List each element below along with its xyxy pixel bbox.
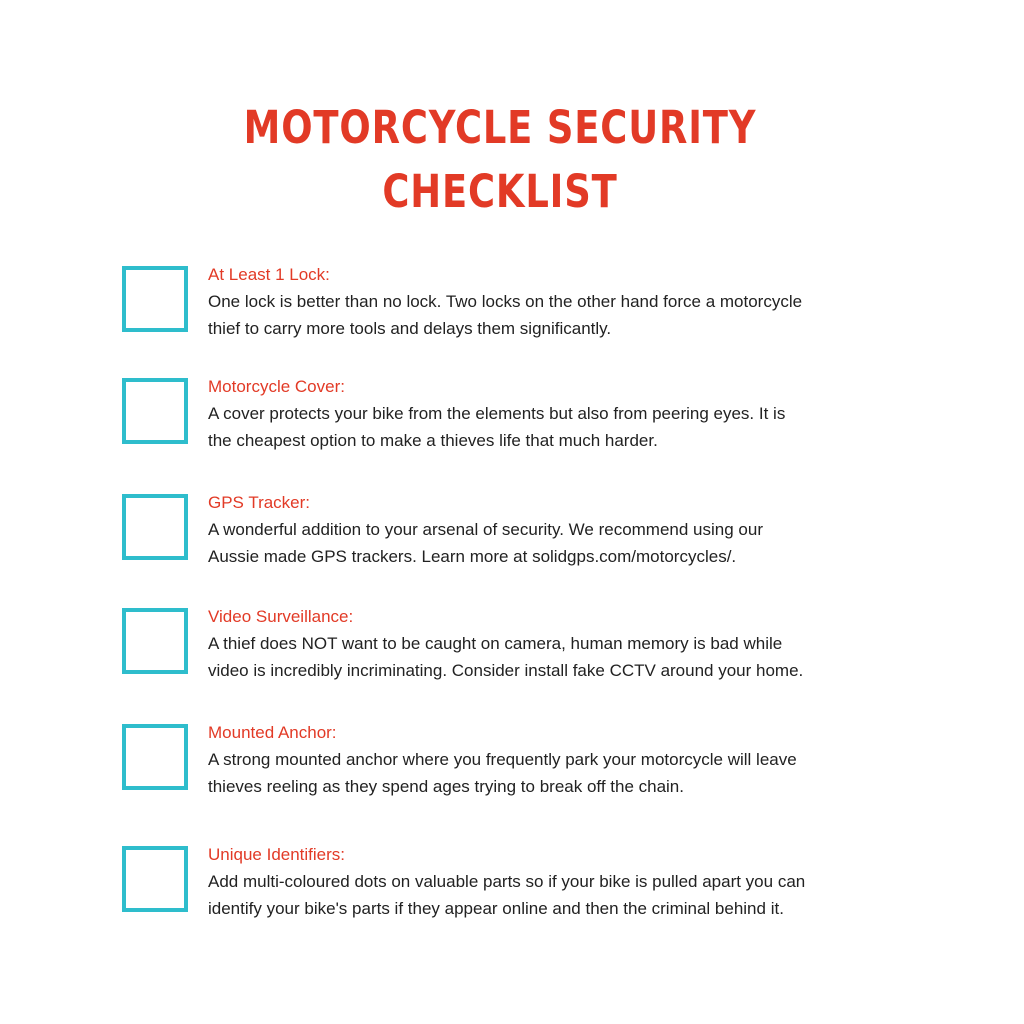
checklist-item-cover <box>122 378 922 468</box>
checklist-item-desc-line: Add multi-coloured dots on valuable parts so if your bike is pulled apart you can <box>208 872 806 891</box>
page-title-line-2: CHECKLIST <box>382 165 618 218</box>
checkbox[interactable] <box>122 378 188 444</box>
checklist-item-identifiers <box>122 846 922 936</box>
checklist-item-text <box>208 374 908 454</box>
checklist-item-desc-line: A thief does NOT want to be caught on camera, human memory is bad while <box>208 634 783 653</box>
checklist-item-desc-line: A strong mounted anchor where you frequently park your motorcycle will leave <box>208 750 797 769</box>
checkbox[interactable] <box>122 724 188 790</box>
checklist-item-text <box>208 604 908 684</box>
checklist-item-desc-line: thief to carry more tools and delays them significantly. <box>208 319 612 338</box>
checkbox[interactable] <box>122 846 188 912</box>
checklist-item-lock <box>122 266 922 356</box>
checkbox[interactable] <box>122 494 188 560</box>
checklist-item-text <box>208 490 908 570</box>
checklist-item-desc-line: video is incredibly incriminating. Consider install fake CCTV around your home. <box>208 661 804 680</box>
checklist-item-title: GPS Tracker: <box>208 493 311 512</box>
checklist-item-gps <box>122 494 922 584</box>
checklist-item-desc-line: thieves reeling as they spend ages trying to break off the chain. <box>208 777 684 796</box>
checkbox[interactable] <box>122 608 188 674</box>
checklist-item-title: Unique Identifiers: <box>208 845 346 864</box>
checklist-item-video <box>122 608 922 698</box>
page-title <box>90 96 910 224</box>
checklist-item-desc-line: the cheapest option to make a thieves life that much harder. <box>208 431 658 450</box>
checklist-item-title: At Least 1 Lock: <box>208 265 330 284</box>
page-title-line-1: MOTORCYCLE SECURITY <box>243 101 757 154</box>
checklist-item-title: Video Surveillance: <box>208 607 354 626</box>
checklist-item-title: Motorcycle Cover: <box>208 377 345 396</box>
checklist-item-desc-line: Aussie made GPS trackers. Learn more at solidgps.com/motorcycles/. <box>208 547 737 566</box>
checklist-item-title: Mounted Anchor: <box>208 723 337 742</box>
checkbox[interactable] <box>122 266 188 332</box>
checklist-item-text <box>208 720 908 800</box>
checklist-item-desc-line: identify your bike's parts if they appear online and then the criminal behind it. <box>208 899 784 918</box>
checklist-item-anchor <box>122 724 922 814</box>
checklist-item-desc-line: A cover protects your bike from the elements but also from peering eyes. It is <box>208 404 786 423</box>
checklist-item-text <box>208 842 908 922</box>
checklist-item-desc-line: One lock is better than no lock. Two locks on the other hand force a motorcycle <box>208 292 803 311</box>
checklist-item-desc-line: A wonderful addition to your arsenal of security. We recommend using our <box>208 520 763 539</box>
checklist-item-text <box>208 262 908 342</box>
